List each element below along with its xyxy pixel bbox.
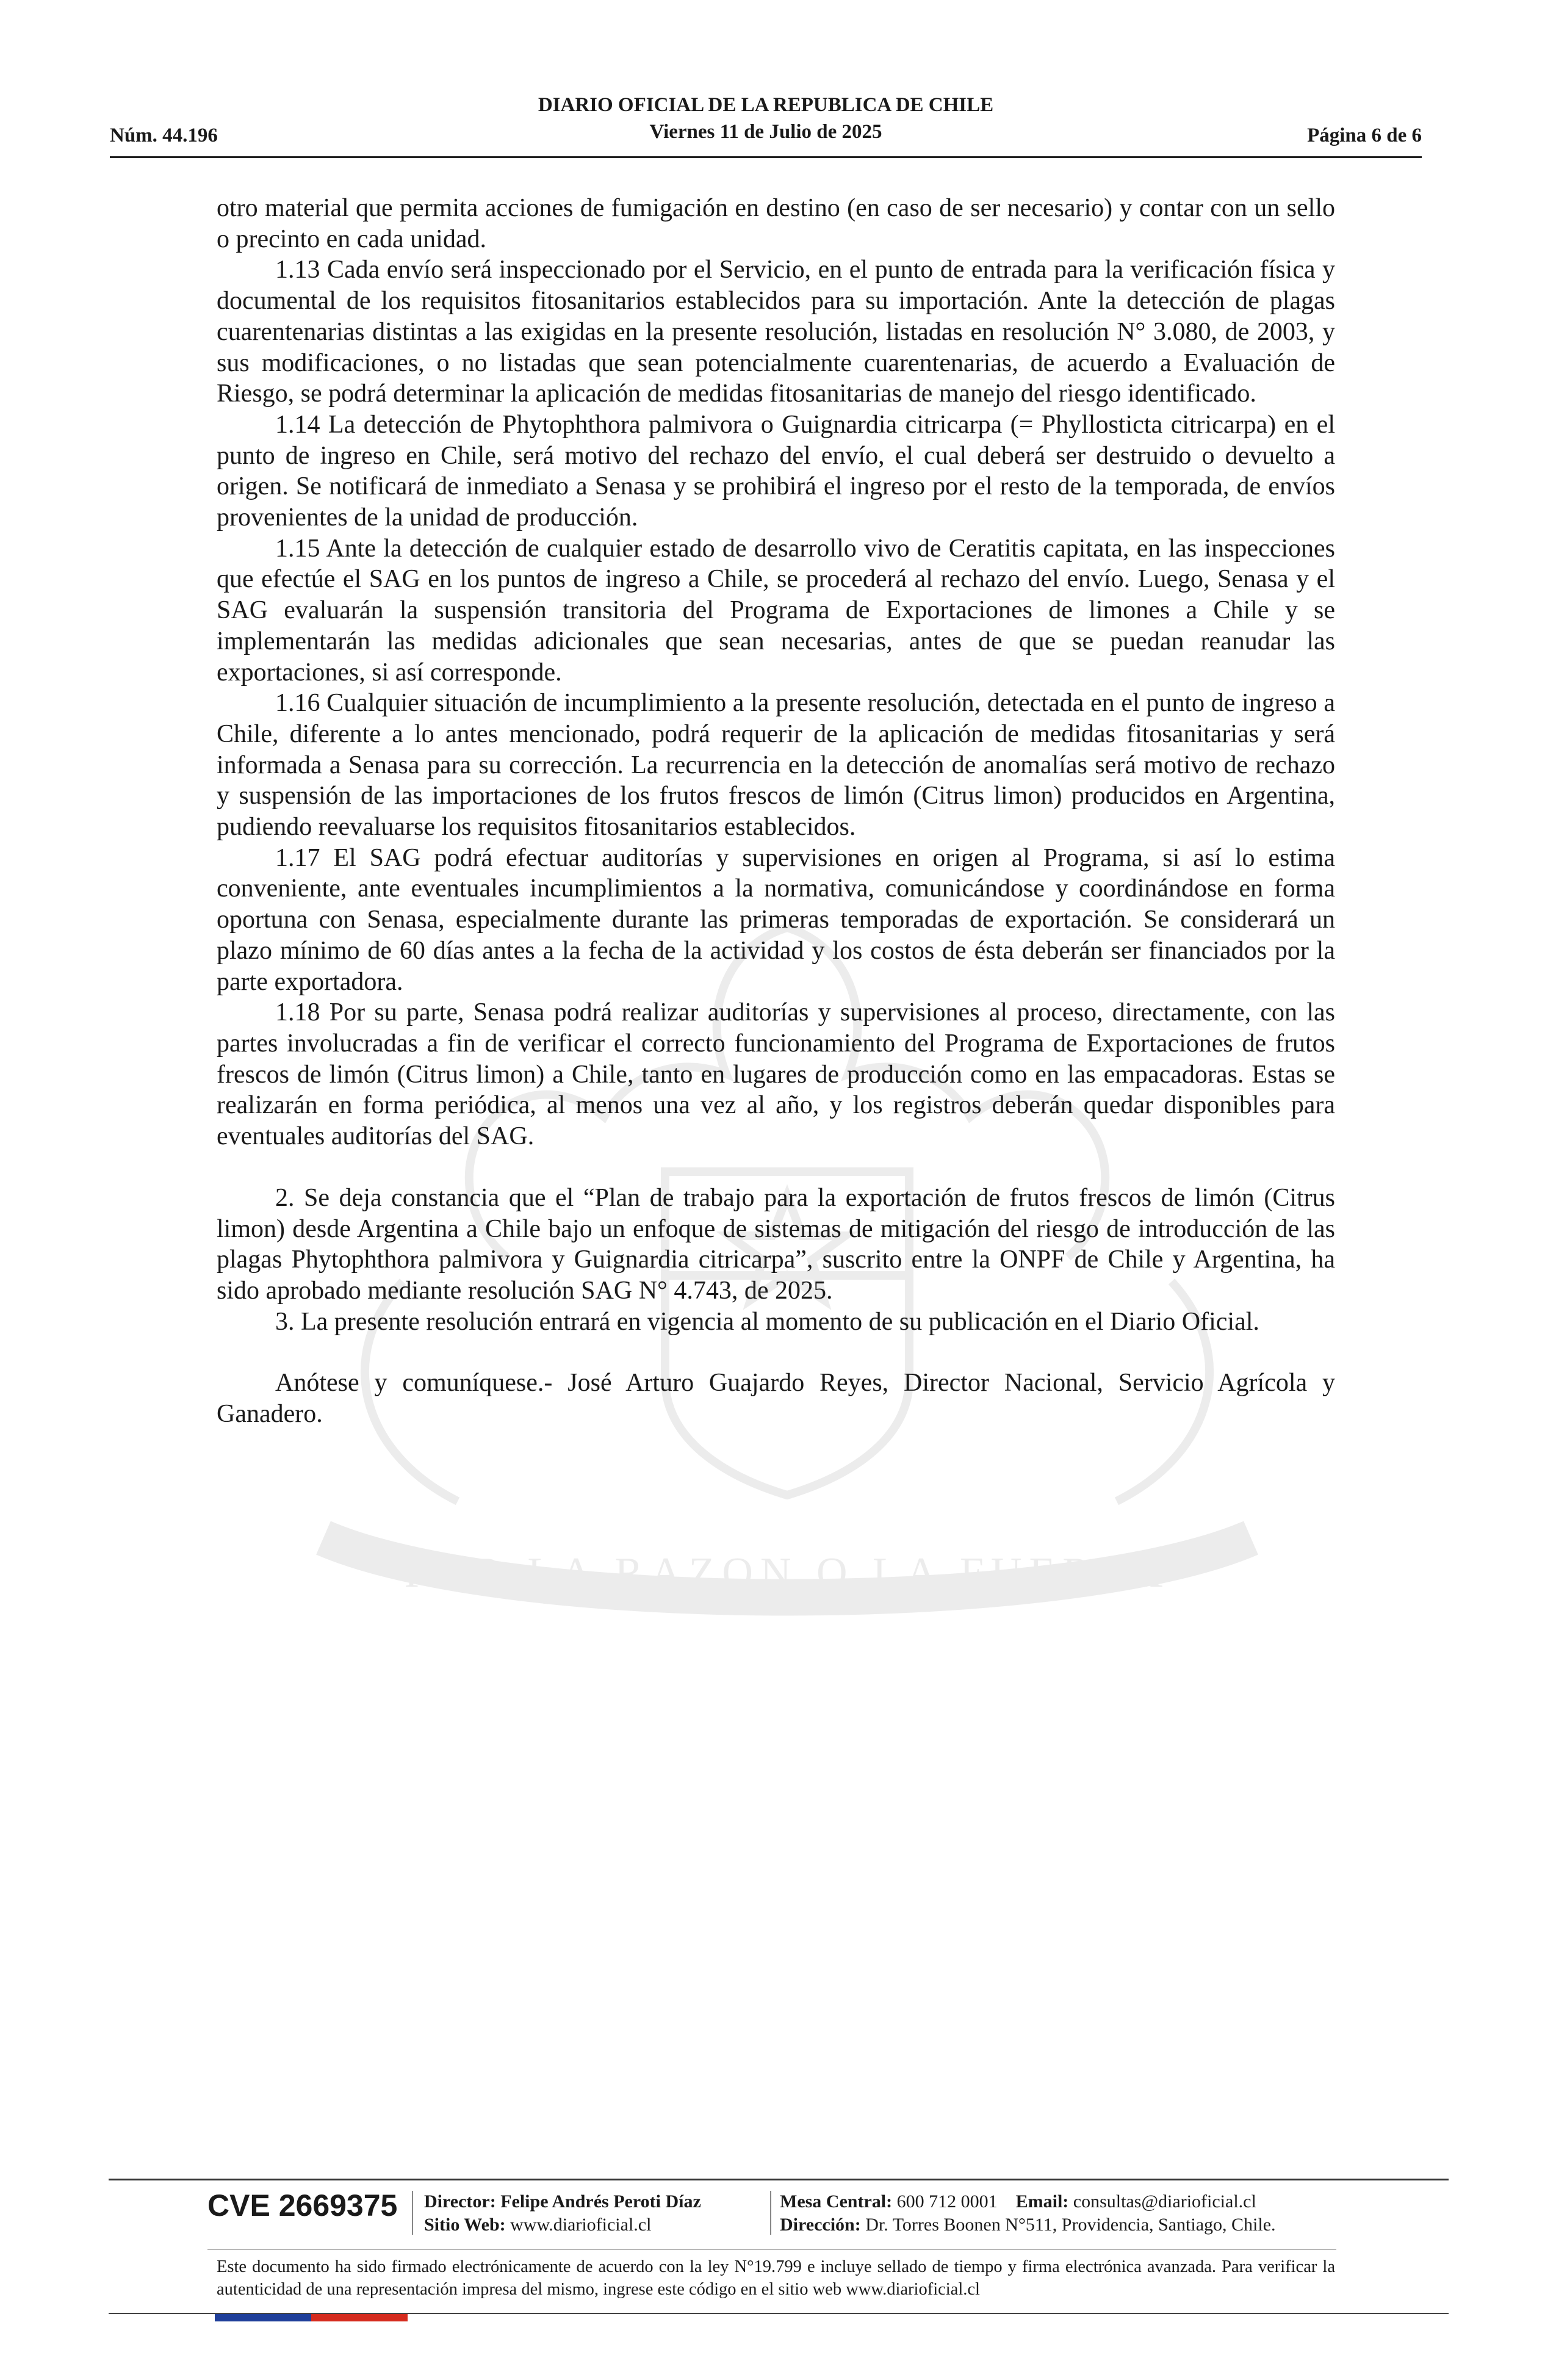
mesa-phone: 600 712 0001	[896, 2191, 998, 2212]
issue-number: Núm. 44.196	[110, 124, 218, 146]
website-label: Sitio Web:	[424, 2215, 506, 2235]
address-label: Dirección:	[780, 2215, 861, 2235]
legal-notice: Este documento ha sido firmado electrónicamente de acuerdo con la ley N°19.799 e incluye sellado de tiempo y firma electrónica avanzada. Para verificar la autenticidad de una representación impresa del mismo, ingrese este código en el sitio web www.diarioficial.cl	[217, 2257, 1335, 2299]
paragraph: otro material que permita acciones de fumigación en destino (en caso de ser necesario) y contar con un sello o precinto en cada unidad.	[217, 194, 1335, 253]
header-divider	[110, 156, 1422, 158]
paragraph: 1.14 La detección de Phytophthora palmivora o Guignardia citricarpa (= Phyllosticta citricarpa) en el punto de ingreso en Chile, será motivo del rechazo del envío, el cual deberá ser destruido o devuelto a origen. Se notificará de inmediato a Senasa y se prohibirá el ingreso por el resto de la temporada, de envíos provenientes de la unidad de producción.	[217, 410, 1335, 532]
footer-director-column	[424, 2190, 701, 2237]
paragraph: 2. Se deja constancia que el “Plan de trabajo para la exportación de frutos frescos de limón (Citrus limon) desde Argentina a Chile bajo un enfoque de sistemas de mitigación del riesgo de introducción de las plagas Phytophthora palmivora y Guignardia citricarpa”, suscrito entre la ONPF de Chile y Argentina, ha sido aprobado mediante resolución SAG N° 4.743, de 2025.	[217, 1183, 1335, 1305]
publication-date: Viernes 11 de Julio de 2025	[649, 121, 882, 143]
header-center	[110, 92, 1422, 145]
paragraph: 3. La presente resolución entrará en vigencia al momento de su publicación en el Diario Oficial.	[275, 1307, 1259, 1336]
flag-blue-segment	[215, 2314, 311, 2321]
cve-code: CVE 2669375	[207, 2188, 398, 2223]
address-value: Dr. Torres Boonen N°511, Providencia, Santiago, Chile.	[865, 2215, 1276, 2235]
paragraph: 1.15 Ante la detección de cualquier estado de desarrollo vivo de Ceratitis capitata, en las inspecciones que efectúe el SAG en los puntos de ingreso a Chile, se procederá al rechazo del envío. Luego, Senasa y el SAG evaluarán la suspensión transitoria del Programa de Exportaciones de limones a Chile y se implementarán las medidas adicionales que sean necesarias, antes de que se puedan reanudar las exportaciones, si así corresponde.	[217, 534, 1335, 687]
footer-separator	[412, 2191, 413, 2235]
paragraph: 1.18 Por su parte, Senasa podrá realizar auditorías y supervisiones al proceso, directamente, con las partes involucradas a fin de verificar el correcto funcionamiento del Programa de Exportaciones de frutos frescos de limón (Citrus limon) a Chile, tanto en lugares de producción como en las empacadoras. Estas se realizarán en forma periódica, al menos una vez al año, y los registros deberán quedar disponibles para eventuales auditorías del SAG.	[217, 998, 1335, 1151]
watermark-motto: POR LA RAZON O LA FUERZA	[404, 1549, 1170, 1596]
paragraph: 1.17 El SAG podrá efectuar auditorías y supervisiones en origen al Programa, si así lo estima conveniente, ante eventuales incumplimientos a la normativa, comunicándose y coordinándose en forma oportuna con Senasa, especialmente durante las primeras temporadas de exportación. Se considerará un plazo mínimo de 60 días antes a la fecha de la actividad y los costos de ésta deberán ser financiados por la parte exportadora.	[217, 843, 1335, 996]
paragraph: 1.16 Cualquier situación de incumplimiento a la presente resolución, detectada en el punto de ingreso a Chile, diferente a lo antes mencionado, podrá requerir de la aplicación de medidas fitosanitarias y será informada a Senasa para su corrección. La recurrencia en la detección de anomalías será motivo de rechazo y suspensión de las importaciones de los frutos frescos de limón (Citrus limon) producidos en Argentina, pudiendo reevaluarse los requisitos fitosanitarios establecidos.	[217, 689, 1335, 842]
website-link[interactable]: www.diarioficial.cl	[510, 2215, 652, 2235]
director-line	[424, 2190, 701, 2213]
paragraph: 1.13 Cada envío será inspeccionado por el Servicio, en el punto de entrada para la verificación física y documental de los requisitos fitosanitarios establecidos para su importación. Ante la detección de plagas cuarentenarias distintas a las exigidas en la presente resolución, listadas en resolución N° 3.080, de 2003, y sus modificaciones, o no listadas que sean potencialmente cuarentenarias, de acuerdo a Evaluación de Riesgo, se podrá determinar la aplicación de medidas fitosanitarias de manejo del riesgo identificado.	[217, 256, 1335, 408]
flag-stripe	[215, 2314, 408, 2321]
contact-line	[780, 2190, 1276, 2213]
footer-separator	[770, 2191, 771, 2235]
website-line	[424, 2213, 701, 2237]
page-header	[110, 92, 1422, 159]
flag-red-segment	[311, 2314, 408, 2321]
spacer	[217, 1152, 1335, 1183]
footer-divider	[109, 2179, 1449, 2180]
mesa-label: Mesa Central:	[780, 2191, 893, 2212]
email-label: Email:	[1015, 2191, 1069, 2212]
footer-contact-column	[780, 2190, 1276, 2237]
signature-paragraph: Anótese y comuníquese.- José Arturo Guajardo Reyes, Director Nacional, Servicio Agrícola y Ganadero.	[217, 1369, 1335, 1429]
address-line	[780, 2213, 1276, 2237]
publication-title: DIARIO OFICIAL DE LA REPUBLICA DE CHILE	[538, 94, 994, 116]
page-number: Página 6 de 6	[1307, 124, 1422, 146]
footer-inner-divider	[207, 2249, 1336, 2250]
email-link[interactable]: consultas@diarioficial.cl	[1073, 2191, 1256, 2212]
spacer	[217, 1337, 1335, 1368]
director-label: Director:	[424, 2191, 496, 2212]
document-body	[217, 193, 1335, 1430]
director-name: Felipe Andrés Peroti Díaz	[500, 2191, 701, 2212]
